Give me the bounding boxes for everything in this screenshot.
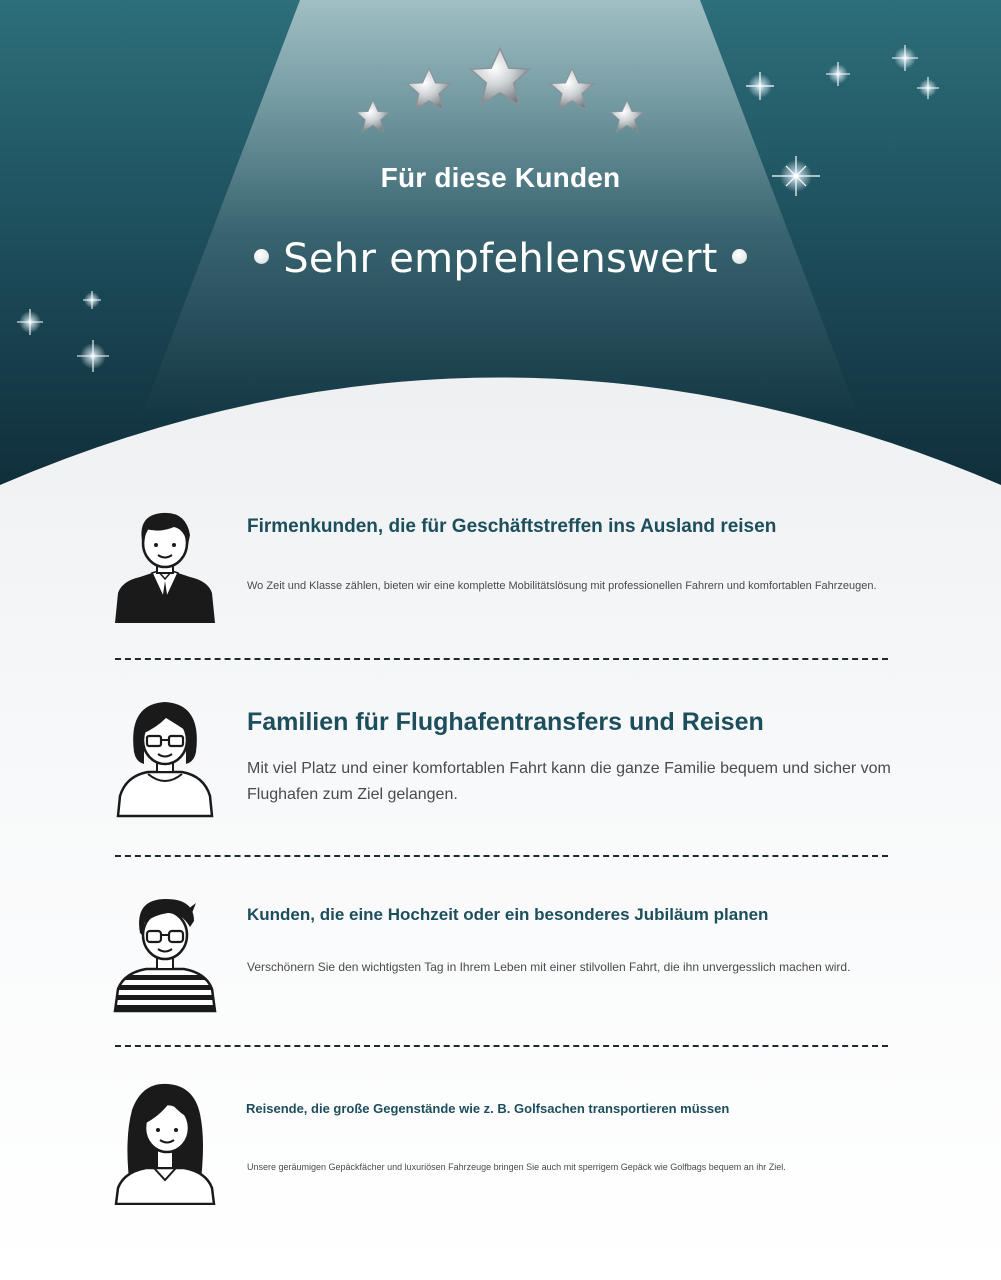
customer-item xyxy=(0,690,1001,830)
star-icon xyxy=(611,101,644,132)
customer-heading: Firmenkunden, die für Geschäftstreffen ins Ausland reisen xyxy=(247,516,777,537)
customer-item xyxy=(0,500,1001,640)
sparkle-icon xyxy=(17,309,43,335)
sparkle-icon xyxy=(83,291,101,309)
bullet-dot-icon xyxy=(254,249,269,264)
woman-glasses-avatar-icon xyxy=(110,696,220,821)
customer-heading: Reisende, die große Gegenstände wie z. B. Golfsachen transportieren müssen xyxy=(246,1101,730,1116)
divider xyxy=(115,658,888,660)
customer-description: Mit viel Platz und einer komfortablen Fahrt kann die ganze Familie bequem und sicher vom Flughafen zum Ziel gelangen. xyxy=(247,760,891,803)
businessman-avatar-icon xyxy=(110,505,220,630)
star-icon xyxy=(471,49,530,105)
customer-heading: Familien für Flughafentransfers und Reisen xyxy=(247,708,764,736)
man-striped-shirt-avatar-icon xyxy=(110,893,220,1018)
star-icon xyxy=(407,68,450,109)
star-icon xyxy=(357,101,390,132)
customer-description: Unsere geräumigen Gepäckfächer und luxuriösen Fahrzeuge bringen Sie auch mit sperrigem Gepäck wie Golfbags bequem an ihr Ziel. xyxy=(247,1162,786,1172)
hero-subtitle: Sehr empfehlenswert xyxy=(283,236,718,282)
customer-item xyxy=(0,1075,1001,1215)
sparkle-icon xyxy=(826,62,850,86)
customer-description: Wo Zeit und Klasse zählen, bieten wir eine komplette Mobilitätslösung mit professionellen Fahrern und komfortablen Fahrzeugen. xyxy=(247,580,877,592)
long-hair-woman-avatar-icon xyxy=(110,1080,220,1205)
sparkle-icon xyxy=(746,72,774,100)
customer-heading: Kunden, die eine Hochzeit oder ein besonderes Jubiläum planen xyxy=(247,905,769,924)
sparkle-icon xyxy=(917,77,939,99)
sparkle-icon xyxy=(892,45,918,71)
customer-description: Verschönern Sie den wichtigsten Tag in Ihrem Leben mit einer stilvollen Fahrt, die ihn unvergesslich machen wird. xyxy=(247,960,851,974)
bullet-dot-icon xyxy=(732,249,747,264)
hero-subtitle-row xyxy=(0,236,1001,282)
star-icon xyxy=(550,68,593,109)
divider xyxy=(115,855,888,857)
customer-item xyxy=(0,885,1001,1025)
hero-title: Für diese Kunden xyxy=(380,162,621,193)
divider xyxy=(115,1045,888,1047)
